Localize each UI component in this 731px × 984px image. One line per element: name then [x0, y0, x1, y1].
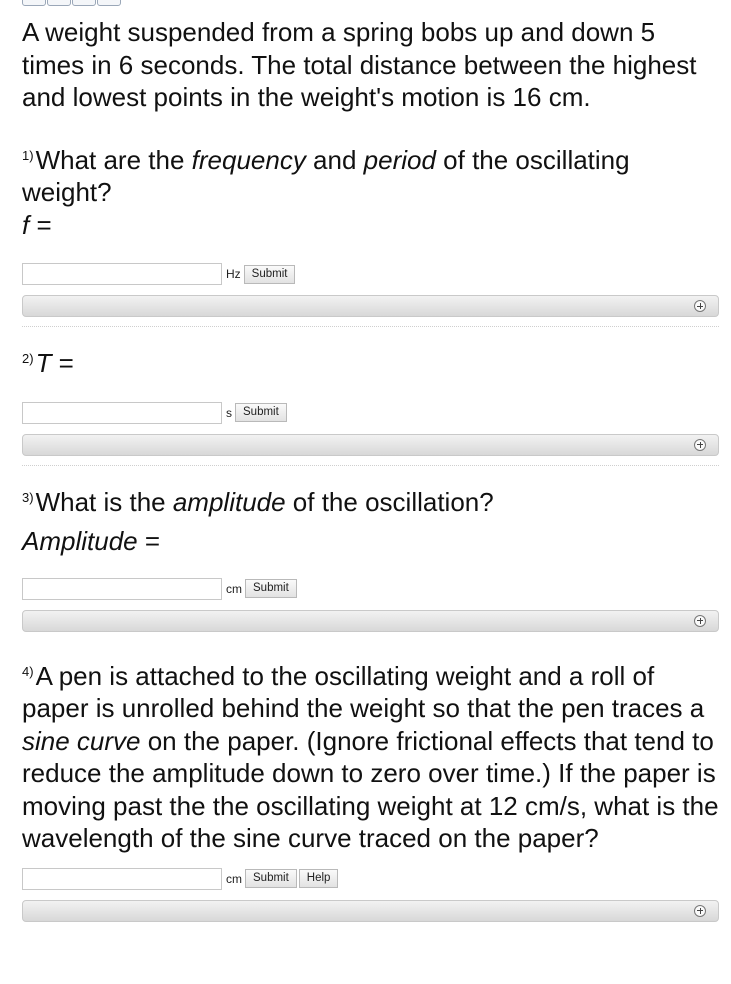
feedback-panel[interactable] [22, 295, 719, 317]
question-4 [22, 660, 720, 922]
question-number: 3) [22, 489, 34, 505]
divider [22, 465, 719, 466]
question-3-text: $^{3)}$What is the amplitude of the oscillation? [22, 486, 494, 517]
expand-plus-icon[interactable] [694, 300, 706, 312]
question-4-text: $^{4)}$A pen is attached to the oscillating weight and a roll of paper is unrolled behind the weight so that the pen traces a sine curve on the paper. (Ignore frictional effects that tend to reduce the amplitude down to zero over time.) If the paper is moving past the the oscillating weight at 12 cm/s, what is the wavelength of the sine curve traced on the paper? [22, 660, 719, 853]
wavelength-answer-input[interactable] [22, 868, 222, 890]
answer-row [22, 262, 720, 286]
toolbar-button[interactable] [97, 0, 121, 6]
question-1 [22, 144, 720, 328]
toolbar-button[interactable] [22, 0, 46, 6]
answer-row [22, 577, 720, 601]
answer-label: f = [22, 209, 52, 240]
unit-label: cm [226, 871, 242, 886]
question-1-text: $^{1)}$What are the frequency and period of the oscillating weight? [22, 144, 630, 207]
amplitude-answer-input[interactable] [22, 578, 222, 600]
unit-label: cm [226, 581, 242, 596]
divider [22, 326, 719, 327]
expand-plus-icon[interactable] [694, 439, 706, 451]
question-2 [22, 347, 720, 466]
feedback-panel[interactable] [22, 434, 719, 456]
expand-plus-icon[interactable] [694, 905, 706, 917]
feedback-panel[interactable] [22, 900, 719, 922]
submit-button[interactable]: Submit [245, 579, 297, 598]
help-button[interactable]: Help [299, 869, 339, 888]
feedback-panel[interactable] [22, 610, 719, 632]
submit-button[interactable]: Submit [245, 869, 297, 888]
question-number: 1) [22, 147, 34, 163]
frequency-answer-input[interactable] [22, 263, 222, 285]
period-answer-input[interactable] [22, 402, 222, 424]
toolbar-button[interactable] [72, 0, 96, 6]
question-number: 2) [22, 351, 34, 366]
answer-row [22, 401, 720, 425]
toolbar-button[interactable] [47, 0, 71, 6]
question-number: 4) [22, 663, 34, 679]
expand-plus-icon[interactable] [694, 615, 706, 627]
problem-intro: A weight suspended from a spring bobs up and down 5 times in 6 seconds. The total distance between the highest and lowest points in the weight's motion is 16 cm. [22, 17, 697, 112]
submit-button[interactable]: Submit [235, 403, 287, 422]
unit-label: Hz [226, 267, 241, 281]
problem-content [22, 16, 720, 922]
question-3 [22, 486, 720, 632]
answer-label: $^{2)}$T = [22, 348, 74, 378]
top-toolbar [22, 0, 122, 6]
unit-label: s [226, 405, 232, 420]
answer-label: Amplitude = [22, 526, 161, 556]
submit-button[interactable]: Submit [244, 265, 296, 284]
answer-row [22, 867, 720, 891]
